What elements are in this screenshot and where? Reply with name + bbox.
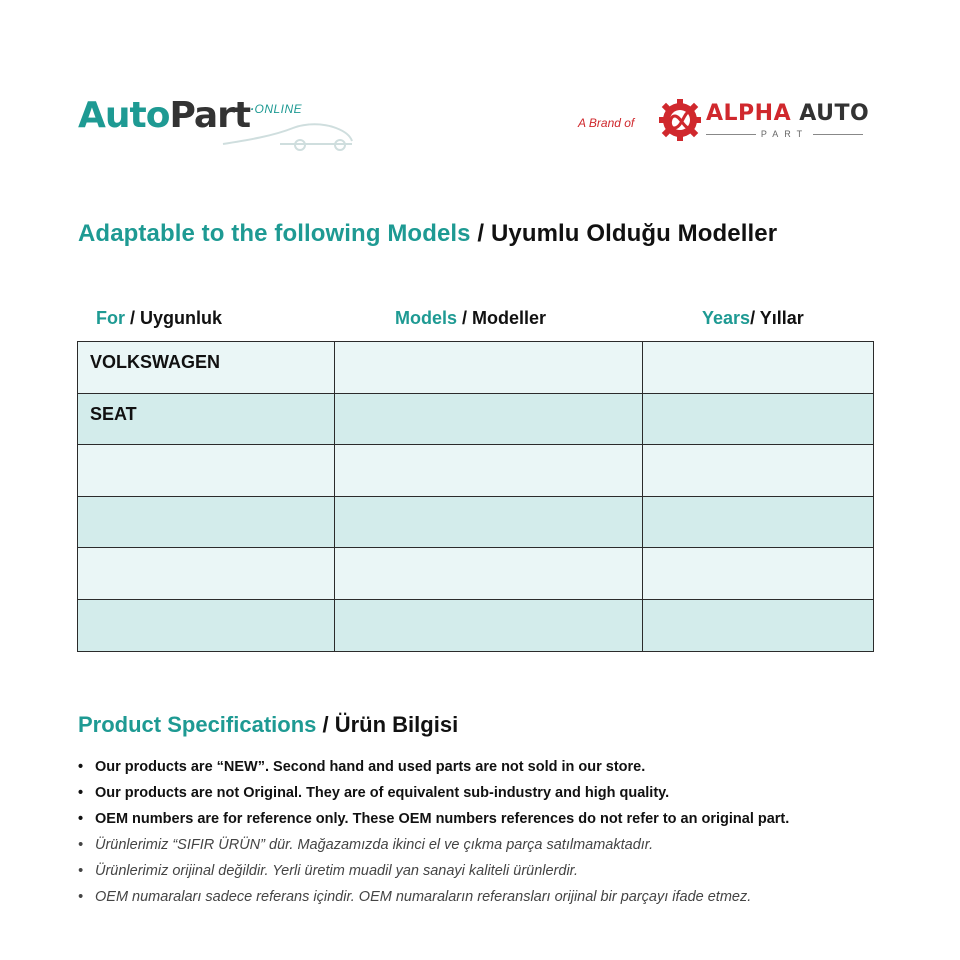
header-years-en: Years [702, 308, 751, 328]
list-item: • OEM numaraları sadece referans içindir. OEM numaraların referansları orijinal bir parçayı ifade etmez. [78, 884, 918, 910]
models-section-title [78, 220, 777, 248]
logo-online-text: ONLINE [254, 102, 303, 116]
specs-section-title [78, 712, 458, 738]
alpha-gear-icon [658, 98, 702, 142]
header-for-tr: / Uygunluk [125, 308, 223, 328]
logo-part-text: Part [169, 95, 251, 136]
header-years [702, 308, 804, 329]
alpha-part-text: PART [760, 129, 809, 139]
alpha-auto-brand [578, 98, 878, 148]
alpha-text: ALPHA [706, 101, 792, 126]
list-item: • Our products are “NEW”. Second hand and used parts are not sold in our store. [78, 754, 918, 780]
table-cell [78, 497, 335, 549]
logo-online-tag: ·ONLINE [250, 102, 303, 116]
table-cell: SEAT [78, 394, 335, 446]
specs-list [78, 754, 918, 910]
header-models-en: Models [395, 308, 458, 328]
table-cell [335, 497, 643, 549]
table-cell [643, 497, 873, 549]
specs-title-separator: / [316, 712, 335, 737]
title-english: Adaptable to the following Models [78, 220, 471, 247]
title-turkish: Uyumlu Olduğu Modeller [490, 220, 778, 247]
list-item: • OEM numbers are for reference only. These OEM numbers references do not refer to an original part. [78, 806, 918, 832]
table-cell [335, 394, 643, 446]
table-cell [643, 600, 873, 652]
brand-of-text: A Brand of [578, 116, 635, 130]
autopart-online-logo [78, 95, 368, 158]
table-cell [78, 600, 335, 652]
list-item: • Our products are not Original. They are of equivalent sub-industry and high quality. [78, 780, 918, 806]
specs-title-turkish: Ürün Bilgisi [334, 712, 459, 737]
compatibility-table [77, 341, 874, 652]
header-for-en: For [96, 308, 125, 328]
alpha-part-label [706, 129, 863, 139]
header-models-tr: / Modeller [457, 308, 547, 328]
list-item: • Ürünlerimiz “SIFIR ÜRÜN” dür. Mağazamızda ikinci el ve çıkma parça satılmamaktadır. [78, 832, 918, 858]
table-cell [643, 445, 873, 497]
title-separator: / [470, 220, 491, 247]
list-item: • Ürünlerimiz orijinal değildir. Yerli üretim muadil yan sanayi kaliteli ürünlerdir. [78, 858, 918, 884]
logo-auto-text: Auto [78, 95, 170, 136]
specs-title-english: Product Specifications [78, 712, 317, 737]
table-cell [643, 548, 873, 600]
header-for [96, 308, 222, 329]
table-cell [335, 342, 643, 394]
auto-text: AUTO [799, 101, 870, 126]
car-outline-icon [218, 114, 358, 154]
table-cell [78, 548, 335, 600]
table-cell [643, 342, 873, 394]
table-cell [643, 394, 873, 446]
table-cell: VOLKSWAGEN [78, 342, 335, 394]
table-cell [78, 445, 335, 497]
table-cell [335, 548, 643, 600]
header-models [395, 308, 546, 329]
header-years-tr: / Yıllar [750, 308, 804, 328]
alpha-auto-wordmark [706, 103, 869, 125]
table-cell [335, 445, 643, 497]
table-cell [335, 600, 643, 652]
